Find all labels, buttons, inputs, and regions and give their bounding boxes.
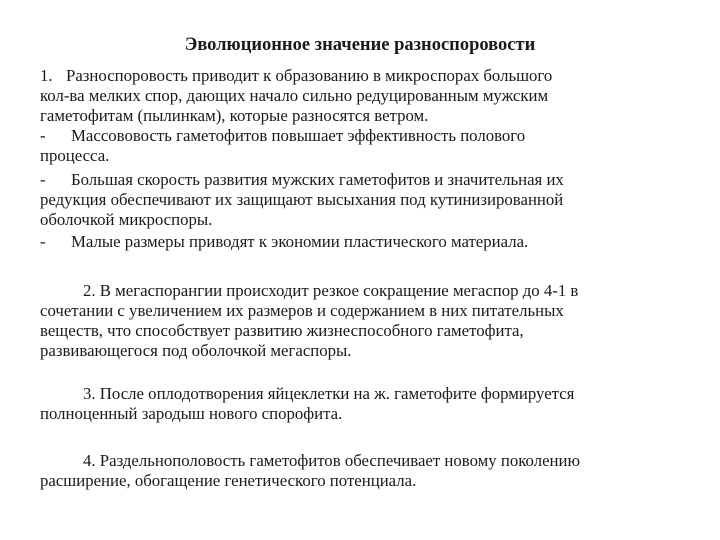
text-line: 3. После оплодотворения яйцеклетки на ж. гаметофите формируется	[83, 384, 575, 403]
bullet-item-1	[40, 126, 680, 166]
text-line: сочетании с увеличением их размеров и содержанием в них питательных	[40, 301, 564, 320]
text-line: развивающегося под оболочкой мегаспоры.	[40, 341, 352, 360]
paragraph-item-4	[40, 451, 680, 491]
text-line: веществ, что способствует развитию жизнеспособного гаметофита,	[40, 321, 524, 340]
bullet-item-3	[40, 232, 680, 252]
text-line	[40, 170, 680, 190]
paragraph-item-1	[40, 66, 680, 126]
text-line	[40, 232, 680, 252]
text-line: 2. В мегаспорангии происходит резкое сокращение мегаспор до 4-1 в	[83, 281, 579, 300]
paragraph-item-2	[40, 281, 680, 361]
text-line: полноценный зародыш нового спорофита.	[40, 404, 343, 423]
text-line: редукция обеспечивают их защищают высыхания под кутинизированной	[40, 190, 564, 209]
text-line-content: Большая скорость развития мужских гаметофитов и значительная их	[71, 170, 564, 189]
text-line: расширение, обогащение генетического потенциала.	[40, 471, 417, 490]
text-line: процесса.	[40, 146, 110, 165]
text-line-content: Массововость гаметофитов повышает эффективность полового	[71, 126, 526, 145]
dash-marker: -	[40, 170, 46, 189]
dash-marker: -	[40, 126, 46, 145]
dash-marker: -	[40, 232, 46, 251]
bullet-item-2	[40, 170, 680, 230]
text-line: гаметофитам (пылинкам), которые разносятся ветром.	[40, 106, 429, 125]
text-line: кол-ва мелких спор, дающих начало сильно редуцированным мужским	[40, 86, 549, 105]
list-number: 1.	[40, 66, 53, 85]
text-line-content: Малые размеры приводят к экономии пластического материала.	[71, 232, 529, 251]
text-line	[40, 66, 680, 86]
text-line: оболочкой микроспоры.	[40, 210, 213, 229]
paragraph-item-3	[40, 384, 680, 424]
slide-title: Эволюционное значение разноспоровости	[184, 35, 536, 55]
text-line-content: Разноспоровость приводит к образованию в микроспорах большого	[66, 66, 553, 85]
text-line	[40, 126, 680, 146]
text-line: 4. Раздельнополовость гаметофитов обеспечивает новому поколению	[83, 451, 581, 470]
